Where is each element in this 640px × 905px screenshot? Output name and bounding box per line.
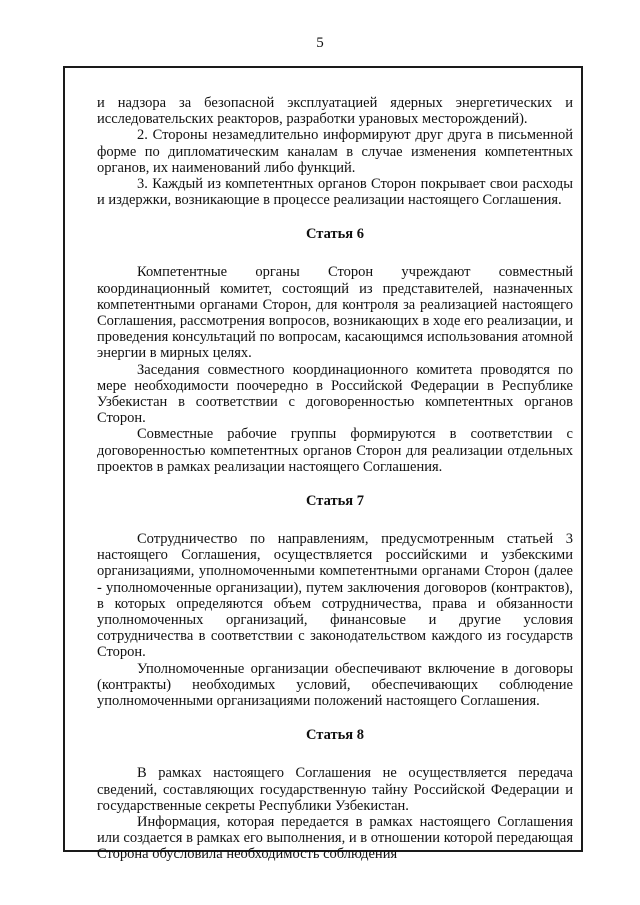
document-body [97, 95, 573, 863]
paragraph: 2. Стороны незамедлительно информируют друг друга в письменной форме по дипломатическим каналам в случае изменения компетентных органов, их наименований либо функций. [97, 127, 573, 176]
paragraph: Уполномоченные организации обеспечивают включение в договоры (контракты) необходимых условий, обеспечивающих соблюдение уполномоченными организациями положений настоящего Соглашения. [97, 660, 573, 710]
paragraph: 3. Каждый из компетентных органов Сторон покрывает свои расходы и издержки, возникающие в процессе реализации настоящего Соглашения. [97, 176, 573, 209]
paragraph: Информация, которая передается в рамках настоящего Соглашения или создается в рамках его выполнения, и в отношении которой передающая Сторона обусловила необходимость соблюдения [97, 813, 573, 863]
paragraph: Сотрудничество по направлениям, предусмотренным статьей 3 настоящего Соглашения, осуществляется российскими и узбекскими организациями, уполномоченными компетентными органами Сторон (далее - уполномоченные организации), путем заключения договоров (контрактов), в которых определяются объем сотрудничества, права и обязанности уполномоченных организаций, финансовые и другие условия сотрудничества в соответствии с законодательством каждого из государств Сторон. [97, 531, 573, 661]
article-heading: Статья 7 [306, 493, 364, 510]
paragraph: и надзора за безопасной эксплуатацией ядерных энергетических и исследовательских реакторов, разработки урановых месторождений). [97, 95, 573, 128]
paragraph: В рамках настоящего Соглашения не осуществляется передача сведений, составляющих государственную тайну Российской Федерации и государственные секреты Республики Узбекистан. [97, 765, 573, 814]
paragraph: Компетентные органы Сторон учреждают совместный координационный комитет, состоящий из представителей, назначенных компетентными органами Сторон, для контроля за реализацией настоящего Соглашения, рассмотрения вопросов, возникающих в ходе его реализации, и проведения консультаций по вопросам, касающимся использования атомной энергии в мирных целях. [97, 264, 573, 362]
article-heading: Статья 8 [306, 727, 364, 744]
page-number: 5 [316, 35, 324, 51]
paragraph: Заседания совместного координационного комитета проводятся по мере необходимости поочередно в Российской Федерации в Республике Узбекистан в соответствии с договоренностью компетентных органов Сторон. [97, 361, 573, 427]
document-frame [63, 66, 583, 863]
article-heading: Статья 6 [306, 226, 364, 243]
paragraph: Совместные рабочие группы формируются в соответствии с договоренностью компетентных органов Сторон для реализации отдельных проектов в рамках реализации настоящего Соглашения. [97, 426, 573, 475]
